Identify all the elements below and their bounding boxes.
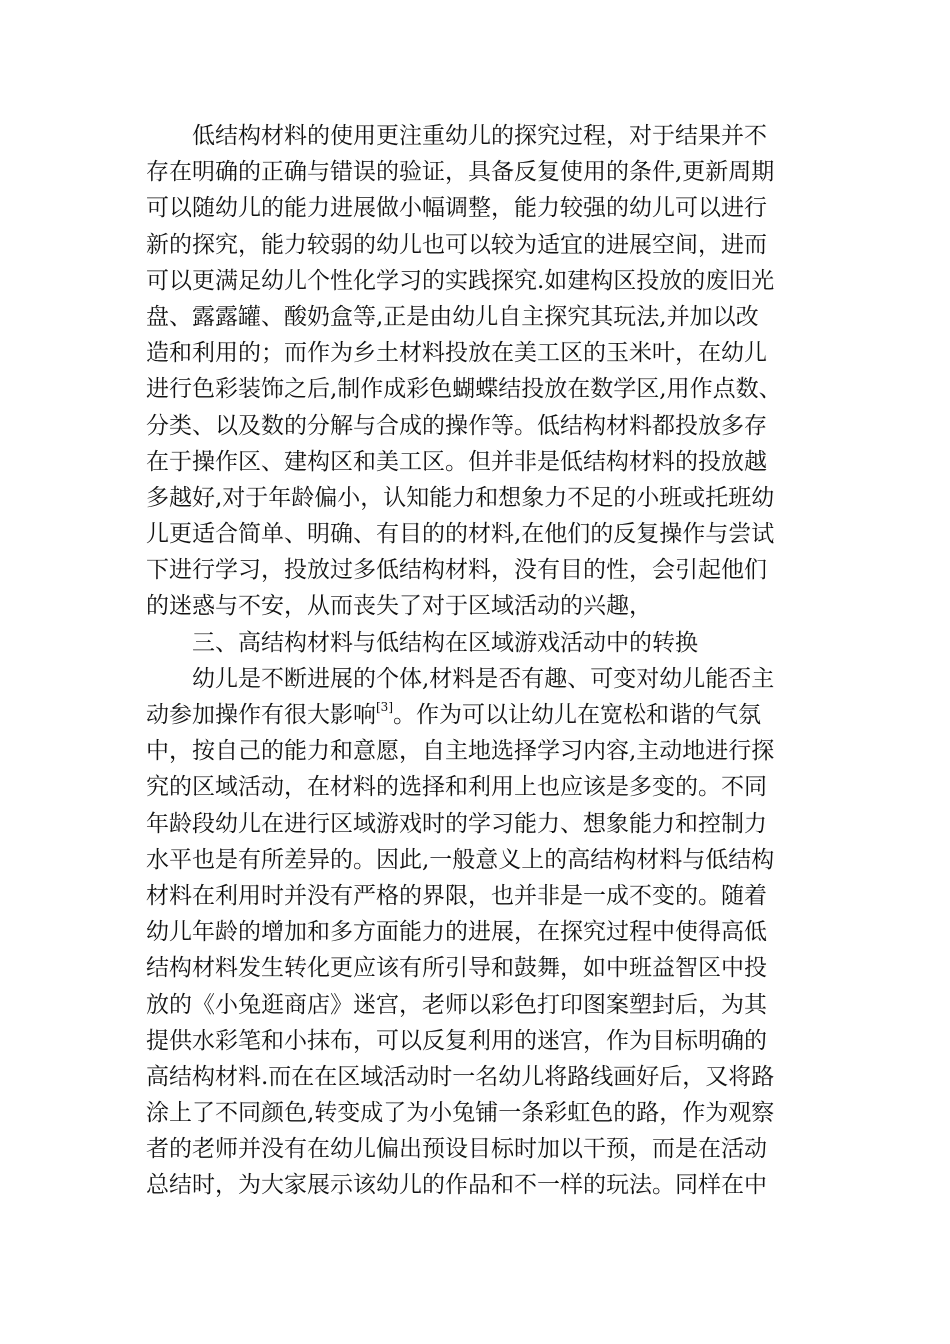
section-heading: 三、高结构材料与低结构在区域游戏活动中的转换 [192, 629, 698, 656]
paragraph-line: 可以随幼儿的能力进展做小幅调整，能力较强的幼儿可以进行 [146, 195, 767, 222]
line-text: 。作为可以让幼儿在宽松和谐的气氛 [393, 702, 761, 728]
paragraph-line: 存在明确的正确与错误的验证，具备反复使用的条件,更新周期 [146, 159, 775, 186]
paragraph-line: 幼儿年龄的增加和多方面能力的进展，在探究过程中使得高低 [146, 919, 767, 946]
paragraph-line: 材料在利用时并没有严格的界限，也并非是一成不变的。随着 [146, 882, 767, 909]
paragraph-line: 涂上了不同颜色,转变成了为小兔铺一条彩虹色的路，作为观察 [146, 1100, 775, 1127]
paragraph-line: 提供水彩笔和小抹布，可以反复利用的迷宫，作为目标明确的 [146, 1027, 767, 1054]
paragraph-line: 高结构材料.而在在区域活动时一名幼儿将路线画好后，又将路 [146, 1063, 775, 1090]
paragraph-line: 可以更满足幼儿个性化学习的实践探究.如建构区投放的废旧光 [146, 267, 775, 294]
paragraph-line: 低结构材料的使用更注重幼儿的探究过程，对于结果并不 [192, 123, 767, 149]
paragraph-line: 造和利用的；而作为乡土材料投放在美工区的玉米叶，在幼儿 [146, 340, 767, 367]
paragraph-line: 多越好,对于年龄偏小，认知能力和想象力不足的小班或托班幼 [146, 484, 775, 511]
paragraph-line: 进行色彩装饰之后,制作成彩色蝴蝶结投放在数学区,用作点数、 [146, 376, 782, 403]
paragraph-line: 究的区域活动，在材料的选择和利用上也应该是多变的。不同 [146, 774, 767, 801]
paragraph-line [146, 697, 810, 733]
paragraph-line: 幼儿是不断进展的个体,材料是否有趣、可变对幼儿能否主 [192, 665, 775, 692]
paragraph-line: 下进行学习，投放过多低结构材料，没有目的性，会引起他们 [146, 557, 767, 584]
paragraph-line: 放的《小兔逛商店》迷宫，老师以彩色打印图案塑封后，为其 [146, 991, 767, 1018]
paragraph-low-structure-materials [146, 118, 810, 625]
line-text: 动参加操作有很大影响 [146, 702, 376, 728]
document-page [146, 118, 810, 1204]
paragraph-line: 年龄段幼儿在进行区域游戏时的学习能力、想象能力和控制力 [146, 810, 767, 837]
paragraph-line: 分类、以及数的分解与合成的操作等。低结构材料都投放多存 [146, 412, 767, 439]
paragraph-line: 总结时，为大家展示该幼儿的作品和不一样的玩法。同样在中 [146, 1172, 767, 1199]
paragraph-line: 在于操作区、建构区和美工区。但并非是低结构材料的投放越 [146, 448, 767, 475]
paragraph-line: 的迷惑与不安，从而丧失了对于区域活动的兴趣， [146, 593, 652, 620]
paragraph-line: 儿更适合简单、明确、有目的的材料,在他们的反复操作与尝试 [146, 521, 775, 548]
paragraph-material-transformation [146, 661, 810, 1204]
paragraph-line: 中，按自己的能力和意愿，自主地选择学习内容,主动地进行探 [146, 738, 775, 765]
paragraph-line: 者的老师并没有在幼儿偏出预设目标时加以干预，而是在活动 [146, 1136, 767, 1163]
paragraph-line: 盘、露露罐、酸奶盒等,正是由幼儿自主探究其玩法,并加以改 [146, 303, 759, 330]
citation-marker: [3] [376, 700, 393, 714]
paragraph-line: 结构材料发生转化更应该有所引导和鼓舞，如中班益智区中投 [146, 955, 767, 982]
paragraph-line: 新的探究，能力较弱的幼儿也可以较为适宜的进展空间，进而 [146, 231, 767, 258]
paragraph-line: 水平也是有所差异的。因此,一般意义上的高结构材料与低结构 [146, 846, 775, 873]
